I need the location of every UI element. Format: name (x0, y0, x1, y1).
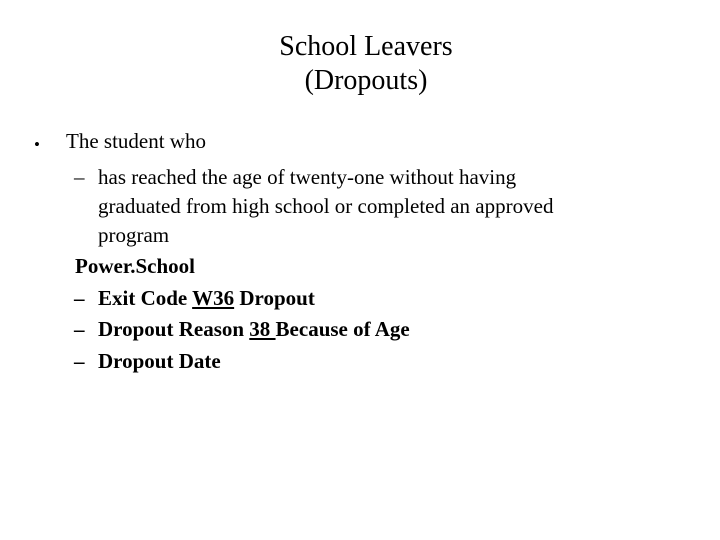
slide-title (0, 30, 720, 98)
sub-item-line-2: graduated from high school or completed an approved (98, 194, 554, 218)
item-label: Dropout Date (98, 349, 221, 373)
dash-icon: – (74, 349, 85, 373)
item-code: 38 (249, 317, 276, 341)
list-item-dropout-reason (98, 314, 410, 345)
item-code: W36 (192, 286, 235, 310)
sub-item-line-3: program (98, 223, 170, 247)
item-label: Dropout Reason (98, 317, 250, 341)
dash-icon: – (74, 286, 85, 310)
title-line-2: (Dropouts) (304, 65, 428, 96)
item-suffix: Dropout (234, 286, 315, 310)
item-suffix: Because of Age (275, 317, 410, 341)
section-heading: Power.School (75, 254, 195, 278)
dash-icon: – (74, 165, 85, 189)
list-item-exit-code (98, 283, 315, 314)
dash-icon: – (74, 317, 85, 341)
list-item-dropout-date (98, 346, 221, 377)
title-line-1: School Leavers (279, 31, 453, 62)
bullet-text: The student who (66, 129, 206, 153)
bullet-icon: • (34, 135, 40, 154)
item-label: Exit Code (98, 286, 193, 310)
sub-item-line-1: has reached the age of twenty-one without having (98, 165, 517, 189)
